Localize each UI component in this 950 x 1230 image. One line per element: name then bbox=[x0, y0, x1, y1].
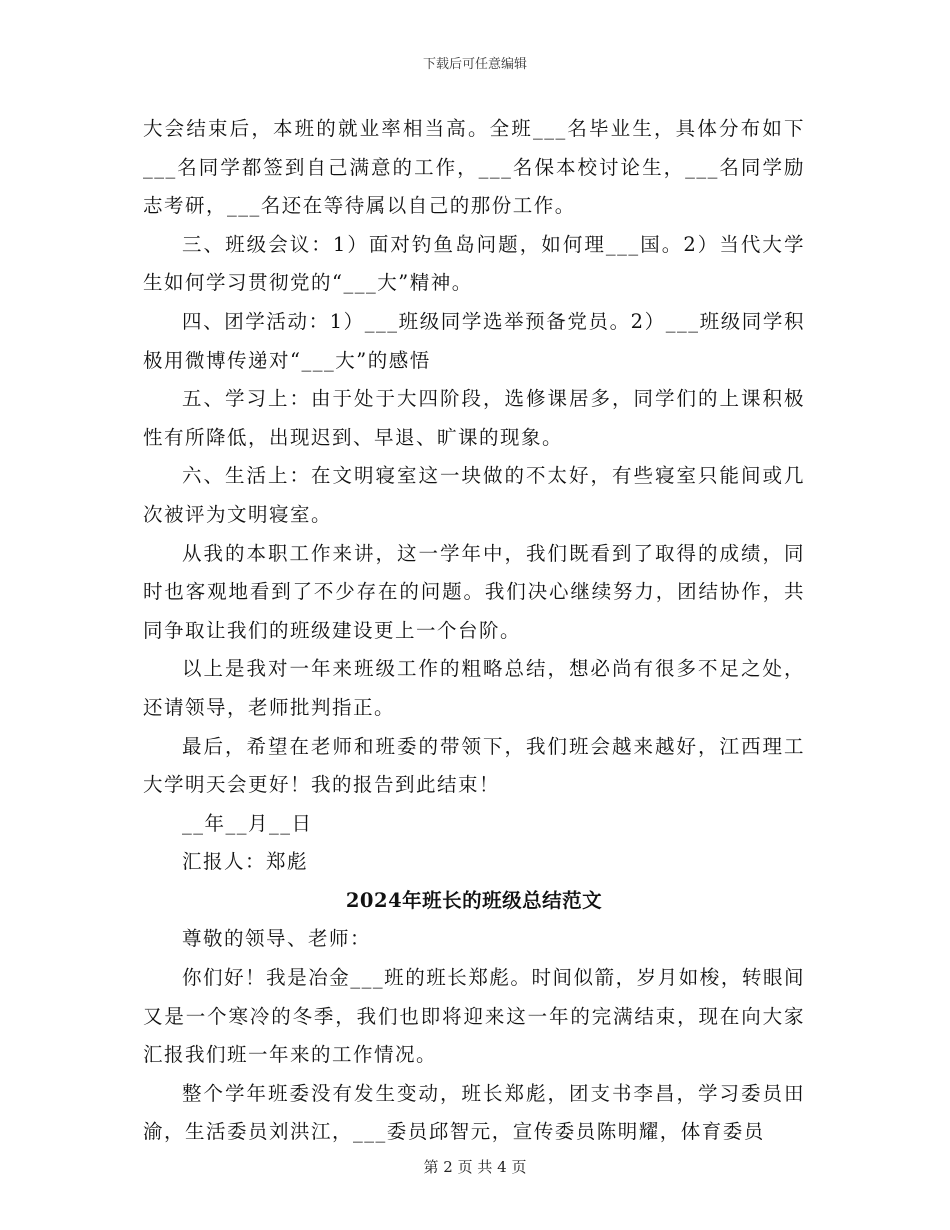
page-number: 第 2 页 共 4 页 bbox=[423, 1158, 527, 1176]
paragraph: 大会结束后，本班的就业率相当高。全班___名毕业生，具体分布如下___名同学都签到自己满意的工作，___名保本校讨论生，___名同学励志考研，___名还在等待属以自己的那份工作。 bbox=[143, 117, 805, 218]
paragraph: 六、生活上：在文明寝室这一块做的不太好，有些寝室只能间或几次被评为文明寝室。 bbox=[143, 464, 805, 526]
document-body bbox=[143, 110, 805, 1152]
paragraph: 三、班级会议：1）面对钓鱼岛问题，如何理___国。2）当代大学生如何学习贯彻党的“___大”精神。 bbox=[143, 232, 805, 295]
section-title: 2024年班长的班级总结范文 bbox=[345, 888, 603, 912]
paragraph: 整个学年班委没有发生变动，班长郑彪，团支书李昌，学习委员田渝，生活委员刘洪江，___委员邱智元，宣传委员陈明耀，体育委员 bbox=[143, 1081, 805, 1144]
reporter-line: 汇报人：郑彪 bbox=[182, 850, 309, 874]
page-header: 下载后可任意编辑 bbox=[422, 57, 527, 72]
paragraph: 最后，希望在老师和班委的带领下，我们班会越来越好，江西理工大学明天会更好！我的报告到此结束！ bbox=[143, 734, 805, 797]
date-line: __年__月__日 bbox=[182, 811, 313, 835]
paragraph: 五、学习上：由于处于大四阶段，选修课居多，同学们的上课积极性有所降低，出现迟到、早退、旷课的现象。 bbox=[143, 387, 805, 449]
paragraph: 四、团学活动：1）___班级同学选举预备党员。2）___班级同学积极用微博传递对“___大”的感悟 bbox=[143, 309, 805, 372]
salutation: 尊敬的领导、老师： bbox=[182, 927, 372, 951]
paragraph: 以上是我对一年来班级工作的粗略总结，想必尚有很多不足之处，还请领导，老师批判指正。 bbox=[143, 657, 805, 719]
paragraph: 你们好！我是冶金___班的班长郑彪。时间似箭，岁月如梭，转眼间又是一个寒冷的冬季，我们也即将迎来这一年的完满结束，现在向大家汇报我们班一年来的工作情况。 bbox=[143, 966, 805, 1067]
paragraph: 从我的本职工作来讲，这一学年中，我们既看到了取得的成绩，同时也客观地看到了不少存在的问题。我们决心继续努力，团结协作，共同争取让我们的班级建设更上一个台阶。 bbox=[143, 541, 805, 642]
